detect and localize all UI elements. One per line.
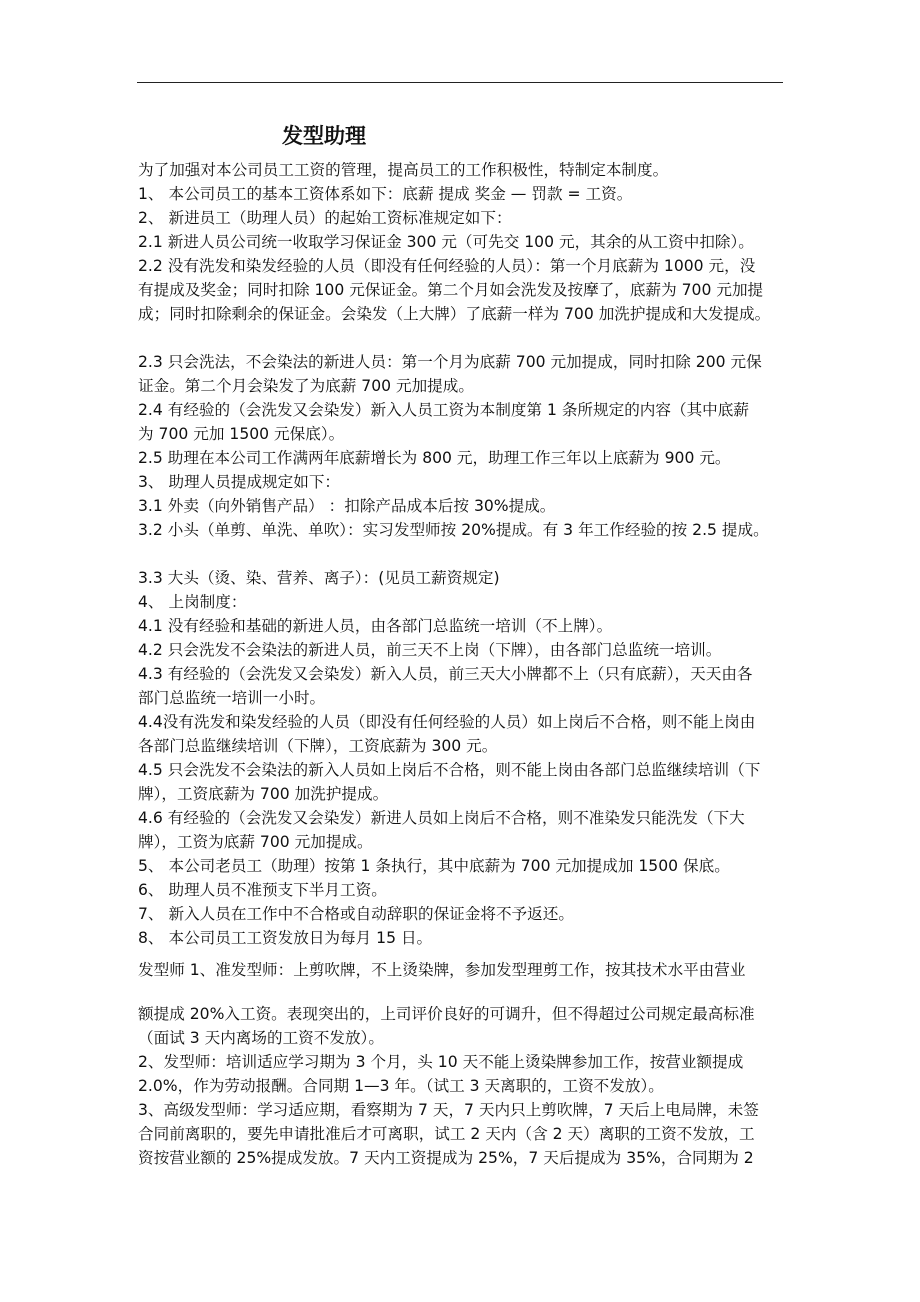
paragraph-line: 3、高级发型师：学习适应期，看察期为 7 天，7 天内只上剪吹牌，7 天后上电局牌，未签: [138, 1101, 759, 1119]
paragraph-line: 牌），工资底薪为 700 加洗护提成。: [138, 785, 389, 803]
paragraph-line: 2.1 新进人员公司统一收取学习保证金 300 元（可先交 100 元，其余的从工资中扣除）。: [138, 233, 754, 251]
paragraph-line: 4.1 没有经验和基础的新进人员，由各部门总监统一培训（不上牌）。: [138, 617, 613, 635]
paragraph-line: 4.3 有经验的（会洗发又会染发）新入人员，前三天大小牌都不上（只有底薪），天天由各: [138, 665, 753, 683]
paragraph-line: 2.2 没有洗发和染发经验的人员（即没有任何经验的人员）：第一个月底薪为 1000 元，没: [138, 257, 756, 275]
paragraph-line: 4.5 只会洗发不会染法的新入人员如上岗后不合格，则不能上岗由各部门总监继续培训（下: [138, 761, 761, 779]
paragraph-line: 额提成 20%入工资。表现突出的，上司评价良好的可调升，但不得超过公司规定最高标准: [138, 1005, 755, 1023]
paragraph-line: 2.4 有经验的（会洗发又会染发）新入人员工资为本制度第 1 条所规定的内容（其中底薪: [138, 401, 749, 419]
paragraph-line: 合同前离职的，要先申请批准后才可离职，试工 2 天内（含 2 天）离职的工资不发放，工: [138, 1125, 755, 1143]
paragraph-line: 4.6 有经验的（会洗发又会染发）新进人员如上岗后不合格，则不准染发只能洗发（下大: [138, 809, 745, 827]
paragraph-line: 牌），工资为底薪 700 元加提成。: [138, 833, 373, 851]
paragraph-line: 6、 助理人员不准预支下半月工资。: [138, 881, 387, 899]
paragraph-line: 3.3 大头（烫、染、营养、离子）：(见员工薪资规定): [138, 569, 500, 587]
paragraph-line: 各部门总监继续培训（下牌），工资底薪为 300 元。: [138, 737, 498, 755]
paragraph-line: 2.0%，作为劳动报酬。合同期 1—3 年。（试工 3 天离职的，工资不发放）。: [138, 1077, 664, 1095]
paragraph-line: （面试 3 天内离场的工资不发放）。: [138, 1029, 384, 1047]
paragraph-line: 发型师 1、准发型师：上剪吹牌，不上烫染牌，参加发型理剪工作，按其技术水平由营业: [138, 961, 746, 979]
paragraph-line: 部门总监统一培训一小时。: [138, 689, 326, 707]
header-rule: [137, 82, 783, 83]
paragraph-line: 4.4没有洗发和染发经验的人员（即没有任何经验的人员）如上岗后不合格，则不能上岗由: [138, 713, 756, 731]
paragraph-line: 5、 本公司老员工（助理）按第 1 条执行，其中底薪为 700 元加提成加 1500 保底。: [138, 857, 730, 875]
document-title: 发型助理: [282, 124, 366, 148]
paragraph-line: 1、 本公司员工的基本工资体系如下：底薪 提成 奖金 — 罚款 = 工资。: [138, 185, 633, 203]
paragraph-line: 成；同时扣除剩余的保证金。会染发（上大牌）了底薪一样为 700 加洗护提成和大发提成。: [138, 305, 771, 323]
paragraph-line: 7、 新入人员在工作中不合格或自动辞职的保证金将不予返还。: [138, 905, 574, 923]
paragraph-line: 2.3 只会洗法，不会染法的新进人员：第一个月为底薪 700 元加提成，同时扣除 200 元保: [138, 353, 762, 371]
paragraph-line: 3.2 小头（单剪、单洗、单吹）：实习发型师按 20%提成。有 3 年工作经验的按 2.5 提成。: [138, 521, 769, 539]
paragraph-line: 8、 本公司员工工资发放日为每月 15 日。: [138, 929, 433, 947]
paragraph-line: 为 700 元加 1500 元保底）。: [138, 425, 345, 443]
paragraph-line: 3.1 外卖（向外销售产品） ：扣除产品成本后按 30%提成。: [138, 497, 556, 515]
paragraph-line: 证金。第二个月会染发了为底薪 700 元加提成。: [138, 377, 474, 395]
paragraph-line: 为了加强对本公司员工工资的管理，提高员工的工作积极性，特制定本制度。: [138, 161, 669, 179]
paragraph-line: 3、 助理人员提成规定如下：: [138, 473, 341, 491]
paragraph-line: 2、 新进员工（助理人员）的起始工资标准规定如下：: [138, 209, 512, 227]
paragraph-line: 4、 上岗制度：: [138, 593, 247, 611]
paragraph-line: 资按营业额的 25%提成发放。7 天内工资提成为 25%，7 天后提成为 35%，合同期为 2: [138, 1149, 754, 1167]
paragraph-line: 2、发型师：培训适应学习期为 3 个月，头 10 天不能上烫染牌参加工作，按营业额提成: [138, 1053, 744, 1071]
paragraph-line: 有提成及奖金；同时扣除 100 元保证金。第二个月如会洗发及按摩了，底薪为 700 元加提: [138, 281, 764, 299]
paragraph-line: 2.5 助理在本公司工作满两年底薪增长为 800 元，助理工作三年以上底薪为 900 元。: [138, 449, 731, 467]
paragraph-line: 4.2 只会洗发不会染法的新进人员，前三天不上岗（下牌），由各部门总监统一培训。: [138, 641, 722, 659]
